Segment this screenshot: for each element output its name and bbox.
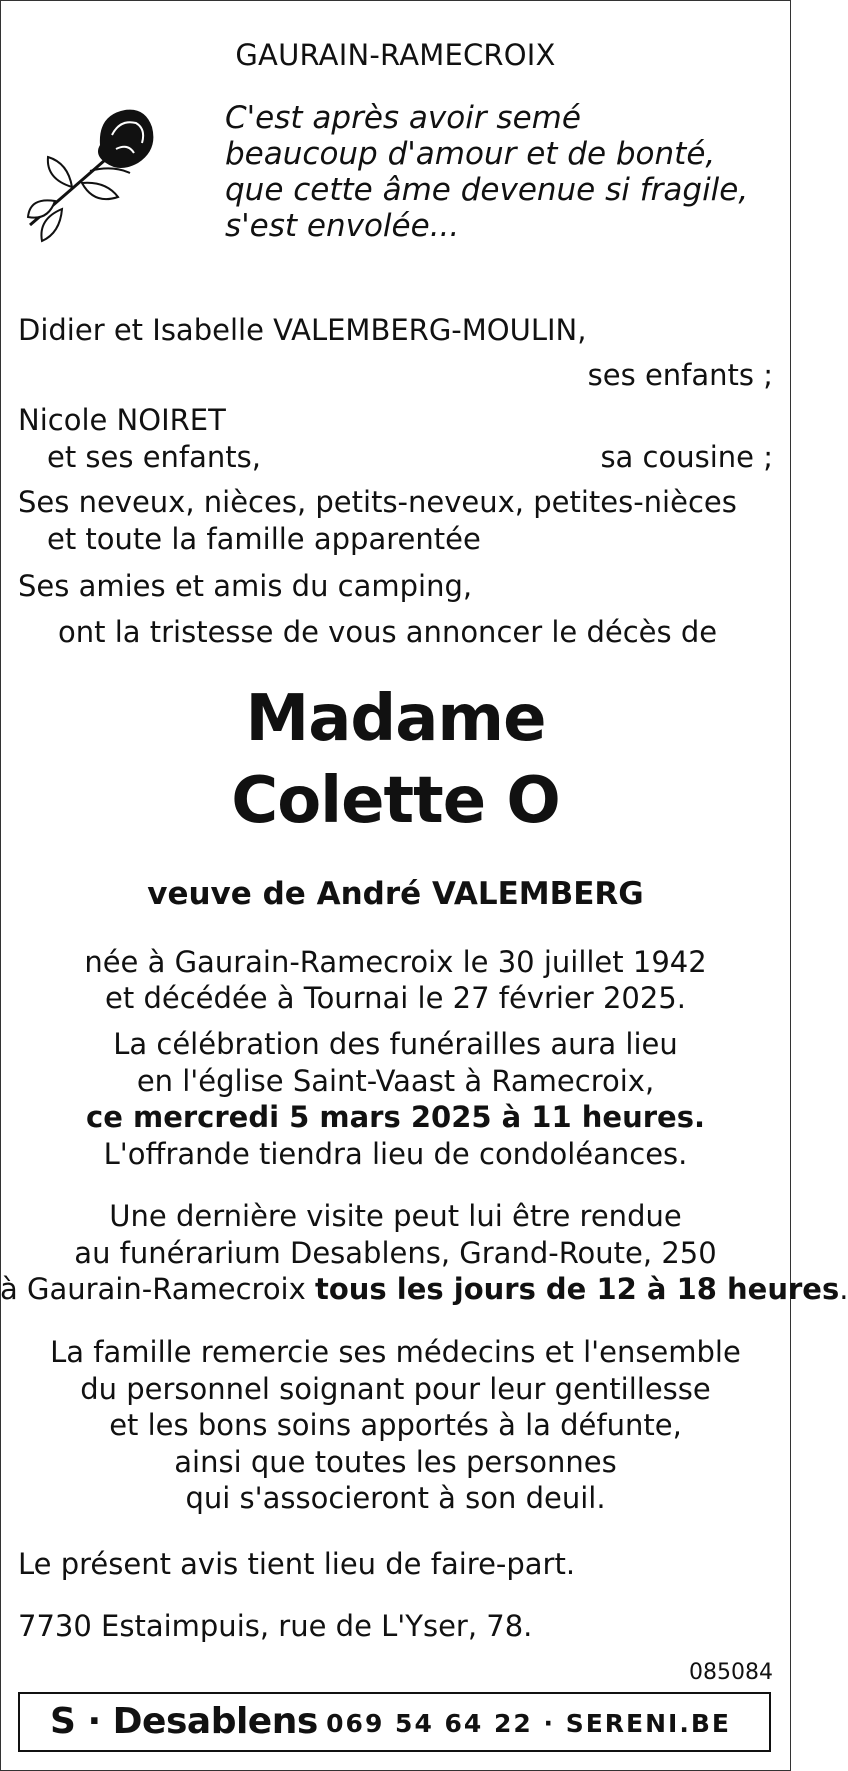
thanks-line: et les bons soins apportés à la défunte, xyxy=(109,1408,682,1442)
poem-line: beaucoup d'amour et de bonté, xyxy=(225,136,716,172)
rose-icon xyxy=(20,105,180,253)
ceremony-date: ce mercredi 5 mars 2025 à 11 heures. xyxy=(86,1100,705,1134)
notice-line: Le présent avis tient lieu de faire-part. xyxy=(18,1547,576,1581)
poem-line: que cette âme devenue si fragile, xyxy=(225,172,749,208)
town-heading: GAURAIN-RAMECROIX xyxy=(235,38,556,72)
visit-line-3 xyxy=(0,1271,848,1307)
widow-of: veuve de André VALEMBERG xyxy=(147,876,644,912)
thanks-line: ainsi que toutes les personnes xyxy=(174,1445,617,1479)
visit-hours: tous les jours de 12 à 18 heures xyxy=(315,1272,840,1306)
contact-info: 069 54 64 22 · SERENI.BE xyxy=(326,1709,731,1738)
died-line: et décédée à Tournai le 27 février 2025. xyxy=(105,981,686,1015)
ceremony-line-2: en l'église Saint-Vaast à Ramecroix, xyxy=(136,1064,655,1098)
visit-end: . xyxy=(839,1272,848,1306)
visit-line-2: au funérarium Desablens, Grand-Route, 250 xyxy=(74,1236,717,1270)
offering-line: L'offrande tiendra lieu de condoléances. xyxy=(103,1137,688,1171)
funeral-home-logo: S · Desablens xyxy=(50,1701,318,1742)
poem-line: C'est après avoir semé xyxy=(225,100,581,136)
cousin-sub: et ses enfants, xyxy=(47,440,261,474)
friends-line: Ses amies et amis du camping, xyxy=(18,569,473,603)
poem-line: s'est envolée... xyxy=(225,208,460,244)
relatives-line-2: et toute la famille apparentée xyxy=(47,522,481,556)
cousin-name: Nicole NOIRET xyxy=(18,403,226,437)
thanks-line: La famille remercie ses médecins et l'ensemble xyxy=(50,1335,741,1369)
thanks-line: qui s'associeront à son deuil. xyxy=(185,1481,606,1515)
children-role: ses enfants ; xyxy=(587,358,773,392)
deceased-title: Madame xyxy=(245,682,546,756)
address-line: 7730 Estaimpuis, rue de L'Yser, 78. xyxy=(18,1609,533,1643)
announcement-line: ont la tristesse de vous annoncer le décès de xyxy=(58,615,718,649)
relatives-line-1: Ses neveux, nièces, petits-neveux, petites-nièces xyxy=(18,485,737,519)
children-names: Didier et Isabelle VALEMBERG-MOULIN, xyxy=(18,313,587,347)
visit-location: à Gaurain-Ramecroix xyxy=(0,1272,315,1306)
ceremony-line-1: La célébration des funérailles aura lieu xyxy=(113,1027,678,1061)
visit-line-1: Une dernière visite peut lui être rendue xyxy=(109,1199,682,1233)
deceased-name: Colette O xyxy=(231,764,560,838)
born-line: née à Gaurain-Ramecroix le 30 juillet 1942 xyxy=(84,945,707,979)
thanks-line: du personnel soignant pour leur gentillesse xyxy=(80,1372,711,1406)
footer-box xyxy=(18,1692,771,1752)
cousin-role: sa cousine ; xyxy=(600,440,773,474)
reference-number: 085084 xyxy=(689,1660,773,1685)
poem xyxy=(225,100,748,244)
